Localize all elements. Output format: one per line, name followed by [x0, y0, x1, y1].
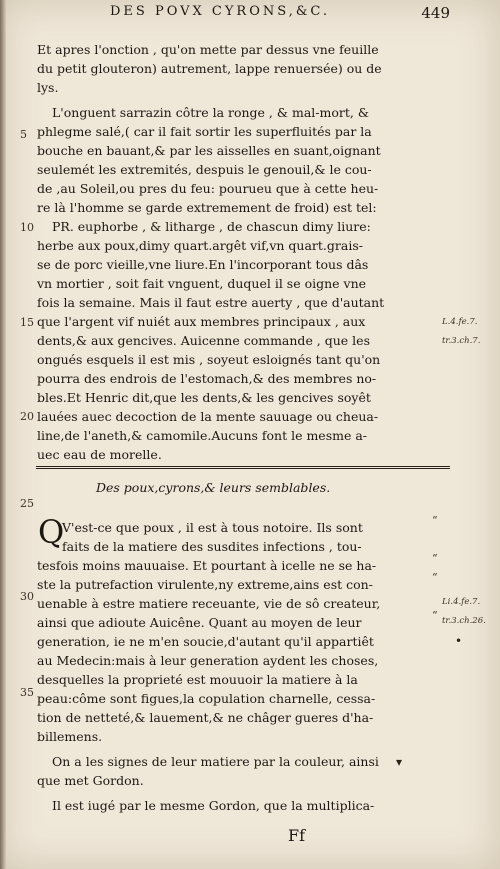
signature-mark: Ff	[288, 826, 306, 845]
text-line: line,de l'aneth,& camomile.Aucuns font le mesme a-	[37, 428, 368, 443]
margin-note: tr.3.ch.7.	[442, 336, 481, 346]
text-line: desquelles la proprieté est mouuoir la matiere à la	[37, 672, 358, 687]
line-number: 35	[20, 686, 34, 699]
text-line: lys.	[37, 80, 59, 95]
margin-quote-mark: “	[432, 514, 438, 527]
line-number: 30	[20, 590, 34, 603]
stray-mark: ▾	[396, 755, 403, 769]
text-line: tion de netteté,& lauement,& ne châger gueres d'ha-	[37, 710, 374, 725]
text-line: tesfois moins mauuaise. Et pourtant à icelle ne se ha-	[37, 558, 377, 573]
margin-quote-mark: “	[432, 552, 438, 565]
text-line: faits de la matiere des susdites infections , tou-	[62, 539, 362, 554]
line-number: 15	[20, 316, 34, 329]
stray-mark: •	[455, 634, 463, 648]
text-line: bles.Et Henric dit,que les dents,& les gencives soyêt	[37, 390, 371, 405]
line-number: 5	[20, 128, 27, 141]
text-line: generation, ie ne m'en soucie,d'autant qu'il appartiêt	[37, 634, 374, 649]
line-number: 20	[20, 410, 34, 423]
text-line: ainsi que adioute Auicêne. Quant au moyen de leur	[37, 615, 362, 630]
margin-note: Li.4.fe.7.	[442, 597, 481, 607]
line-number: 10	[20, 221, 34, 234]
drop-capital: Q	[38, 513, 65, 551]
text-line: seulemét les extremités, despuis le genouil,& le cou-	[37, 162, 372, 177]
running-header	[110, 4, 450, 26]
text-line: que met Gordon.	[37, 773, 144, 788]
text-line: ste la putrefaction virulente,ny extreme,ains est con-	[37, 577, 373, 592]
text-line: L'onguent sarrazin côtre la ronge , & mal-mort, &	[52, 105, 369, 120]
text-line: ongués esquels il est mis , soyeut esloignés tant qu'on	[37, 352, 381, 367]
line-number: 25	[20, 497, 34, 510]
text-line: On a les signes de leur matiere par la couleur, ainsi	[52, 754, 379, 769]
text-line: fois la semaine. Mais il faut estre auerty , que d'autant	[37, 295, 385, 310]
text-line: se de porc vieille,vne liure.En l'incorporant tous dâs	[37, 257, 369, 272]
text-line: phlegme salé,( car il fait sortir les superfluités par la	[37, 124, 372, 139]
margin-quote-mark: “	[432, 571, 438, 584]
text-line: bouche en bauant,& par les aisselles en suant,oignant	[37, 143, 381, 158]
running-title: DES POVX CYRONS,&C.	[110, 4, 331, 19]
text-line: que l'argent vif nuiét aux membres principaux , aux	[37, 314, 366, 329]
text-line: herbe aux poux,dimy quart.argêt vif,vn quart.grais-	[37, 238, 363, 253]
text-line: du petit glouteron) autrement, lappe renuersée) ou de	[37, 61, 382, 76]
text-line: Il est iugé par le mesme Gordon, que la multiplica-	[52, 798, 375, 813]
text-line: peau:côme sont figues,la copulation charnelle, cessa-	[37, 691, 376, 706]
text-line: pourra des endrois de l'estomach,& des membres no-	[37, 371, 377, 386]
text-line: uenable à estre matiere receuante, vie de sô createur,	[37, 596, 381, 611]
text-line: V'est-ce que poux , il est à tous notoire. Ils sont	[62, 520, 363, 535]
text-line: vn mortier , soit fait vnguent, duquel il se oigne vne	[37, 276, 367, 291]
margin-quote-mark: “	[432, 609, 438, 622]
margin-note: L.4.fe.7.	[442, 317, 478, 327]
section-title: Des poux,cyrons,& leurs semblables.	[96, 480, 331, 495]
section-divider-rule	[36, 466, 450, 469]
text-line: dents,& aux gencives. Auicenne commande , que les	[37, 333, 370, 348]
page-gutter-shadow	[0, 0, 6, 869]
text-line: lauées auec decoction de la mente sauuage ou cheua-	[37, 409, 379, 424]
text-line: Et apres l'onction , qu'on mette par dessus vne feuille	[37, 42, 379, 57]
margin-note: tr.3.ch.26.	[442, 616, 486, 626]
text-line: uec eau de morelle.	[37, 447, 162, 462]
page-number: 449	[421, 4, 450, 22]
text-line: de ,au Soleil,ou pres du feu: pourueu que à cette heu-	[37, 181, 379, 196]
text-line: PR. euphorbe , & litharge , de chascun dimy liure:	[52, 219, 371, 234]
text-line: billemens.	[37, 729, 103, 744]
text-line: re là l'homme se garde extremement de froid) est tel:	[37, 200, 377, 215]
text-line: au Medecin:mais à leur generation aydent les choses,	[37, 653, 379, 668]
